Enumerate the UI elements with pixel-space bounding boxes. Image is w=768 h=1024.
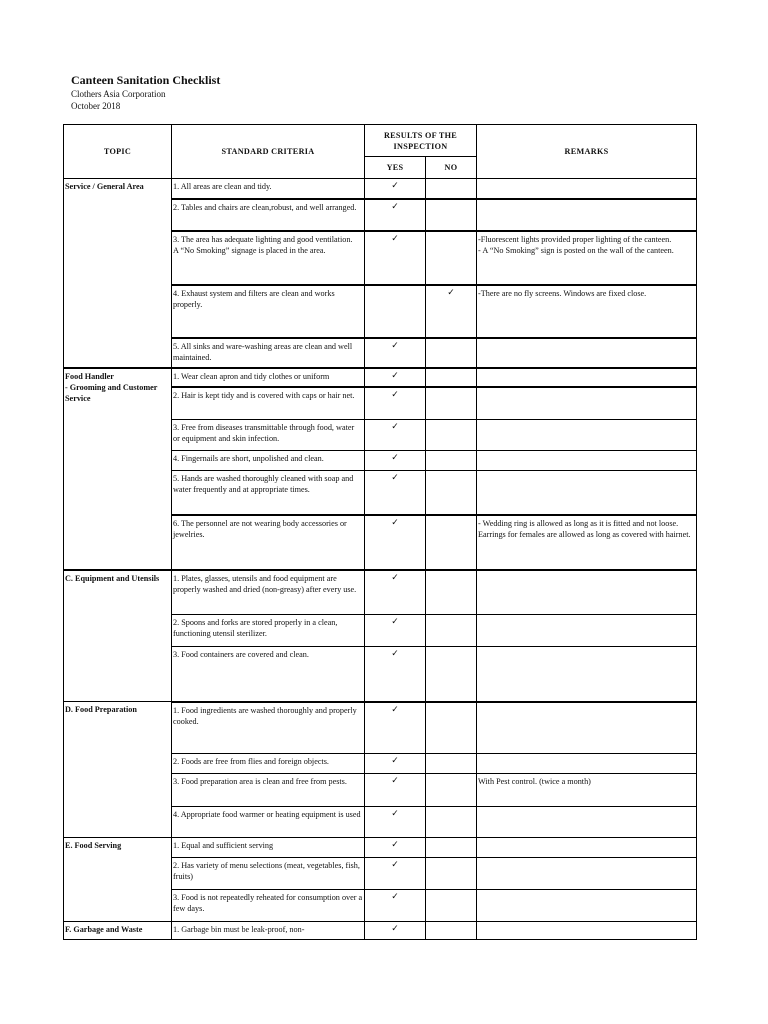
criteria-cell: 1. Garbage bin must be leak-proof, non- <box>172 922 365 940</box>
table-row <box>64 838 697 858</box>
check-icon: ✓ <box>391 860 399 870</box>
criteria-cell: 1. Food ingredients are washed thoroughly and properly cooked. <box>172 702 365 754</box>
yes-cell <box>365 922 426 940</box>
remarks-cell: - Wedding ring is allowed as long as it is fitted and not loose. Earrings for females are allowed as long as covered with hairnet. <box>477 515 697 570</box>
check-icon: ✓ <box>391 704 399 715</box>
criteria-cell: 1. All areas are clean and tidy. <box>172 179 365 199</box>
yes-cell <box>365 702 426 754</box>
check-icon: ✓ <box>391 422 399 432</box>
checklist-table <box>63 124 697 940</box>
yes-cell <box>365 368 426 387</box>
results-header: RESULTS OF THE INSPECTION <box>365 125 477 157</box>
criteria-cell: 5. All sinks and ware-washing areas are clean and well maintained. <box>172 338 365 368</box>
yes-cell <box>365 179 426 199</box>
check-icon: ✓ <box>391 181 399 191</box>
check-icon: ✓ <box>391 340 399 351</box>
yes-cell <box>365 231 426 285</box>
check-icon: ✓ <box>391 453 399 463</box>
no-cell <box>426 285 477 338</box>
no-cell <box>426 515 477 570</box>
check-icon: ✓ <box>391 370 399 381</box>
criteria-cell: 5. Hands are washed thoroughly cleaned with soap and water frequently and at appropriate times. <box>172 471 365 515</box>
yes-cell <box>365 471 426 515</box>
criteria-cell: 6. The personnel are not wearing body accessories or jewelries. <box>172 515 365 570</box>
topic-cell: E. Food Serving <box>64 838 172 922</box>
document-date: October 2018 <box>71 101 121 111</box>
topic-cell: F. Garbage and Waste <box>64 922 172 940</box>
no-cell <box>426 368 477 387</box>
remarks-cell <box>477 368 697 387</box>
table-row <box>64 922 697 940</box>
document-header <box>71 73 220 112</box>
remarks-cell <box>477 387 697 420</box>
criteria-cell: 1. Plates, glasses, utensils and food equipment are properly washed and dried (non-greasy) after every use. <box>172 570 365 615</box>
criteria-cell: 3. Food preparation area is clean and free from pests. <box>172 774 365 807</box>
no-cell <box>426 647 477 702</box>
remarks-cell: -Fluorescent lights provided proper lighting of the canteen. - A “No Smoking” sign is posted on the wall of the canteen. <box>477 231 697 285</box>
yes-cell <box>365 199 426 231</box>
remarks-cell: -There are no fly screens. Windows are fixed close. <box>477 285 697 338</box>
yes-cell <box>365 451 426 471</box>
criteria-header: STANDARD CRITERIA <box>172 125 365 179</box>
no-cell <box>426 199 477 231</box>
criteria-cell: 2. Spoons and forks are stored properly in a clean, functioning utensil sterilizer. <box>172 615 365 647</box>
no-cell <box>426 179 477 199</box>
check-icon: ✓ <box>391 201 399 212</box>
no-cell <box>426 754 477 774</box>
criteria-cell: 3. The area has adequate lighting and good ventilation. A “No Smoking” signage is placed in the area. <box>172 231 365 285</box>
no-cell <box>426 807 477 838</box>
company-name: Clothers Asia Corporation <box>71 89 166 99</box>
criteria-cell: 3. Food containers are covered and clean. <box>172 647 365 702</box>
remarks-cell <box>477 702 697 754</box>
remarks-cell: With Pest control. (twice a month) <box>477 774 697 807</box>
remarks-cell <box>477 838 697 858</box>
remarks-cell <box>477 922 697 940</box>
remarks-cell <box>477 754 697 774</box>
yes-cell <box>365 285 426 338</box>
no-cell <box>426 451 477 471</box>
no-header: NO <box>426 157 477 179</box>
no-cell <box>426 471 477 515</box>
topic-cell: Food Handler - Grooming and Customer Service <box>64 368 172 570</box>
remarks-cell <box>477 858 697 890</box>
no-cell <box>426 890 477 922</box>
check-icon: ✓ <box>391 473 399 483</box>
yes-cell <box>365 754 426 774</box>
criteria-cell: 2. Hair is kept tidy and is covered with caps or hair net. <box>172 387 365 420</box>
check-icon: ✓ <box>391 233 399 244</box>
remarks-cell <box>477 890 697 922</box>
topic-cell: Service / General Area <box>64 179 172 368</box>
check-icon: ✓ <box>391 776 399 786</box>
criteria-cell: 2. Has variety of menu selections (meat, vegetables, fish, fruits) <box>172 858 365 890</box>
no-cell <box>426 922 477 940</box>
no-cell <box>426 838 477 858</box>
check-icon: ✓ <box>391 809 399 819</box>
remarks-cell <box>477 807 697 838</box>
remarks-cell <box>477 471 697 515</box>
criteria-cell: 4. Fingernails are short, unpolished and clean. <box>172 451 365 471</box>
criteria-cell: 1. Wear clean apron and tidy clothes or uniform <box>172 368 365 387</box>
topic-cell: D. Food Preparation <box>64 702 172 838</box>
yes-header: YES <box>365 157 426 179</box>
criteria-cell: 4. Exhaust system and filters are clean and works properly. <box>172 285 365 338</box>
yes-cell <box>365 338 426 368</box>
no-cell <box>426 338 477 368</box>
remarks-cell <box>477 338 697 368</box>
remarks-cell <box>477 570 697 615</box>
remarks-header: REMARKS <box>477 125 697 179</box>
yes-cell <box>365 570 426 615</box>
yes-cell <box>365 387 426 420</box>
criteria-cell: 2. Foods are free from flies and foreign objects. <box>172 754 365 774</box>
check-icon: ✓ <box>447 287 455 298</box>
yes-cell <box>365 890 426 922</box>
no-cell <box>426 615 477 647</box>
yes-cell <box>365 515 426 570</box>
yes-cell <box>365 858 426 890</box>
topic-cell: C. Equipment and Utensils <box>64 570 172 702</box>
no-cell <box>426 774 477 807</box>
table-row <box>64 570 697 615</box>
table-row <box>64 702 697 754</box>
check-icon: ✓ <box>391 756 399 766</box>
criteria-cell: 3. Food is not repeatedly reheated for consumption over a few days. <box>172 890 365 922</box>
remarks-cell <box>477 615 697 647</box>
check-icon: ✓ <box>391 892 399 902</box>
no-cell <box>426 858 477 890</box>
check-icon: ✓ <box>391 572 399 583</box>
remarks-cell <box>477 179 697 199</box>
remarks-cell <box>477 647 697 702</box>
remarks-cell <box>477 420 697 451</box>
table-row <box>64 368 697 387</box>
criteria-cell: 4. Appropriate food warmer or heating equipment is used <box>172 807 365 838</box>
criteria-cell: 2. Tables and chairs are clean,robust, and well arranged. <box>172 199 365 231</box>
check-icon: ✓ <box>391 389 399 400</box>
table-row <box>64 179 697 199</box>
no-cell <box>426 387 477 420</box>
yes-cell <box>365 774 426 807</box>
check-icon: ✓ <box>391 840 399 850</box>
remarks-cell <box>477 199 697 231</box>
document-title: Canteen Sanitation Checklist <box>71 73 221 87</box>
criteria-cell: 1. Equal and sufficient serving <box>172 838 365 858</box>
no-cell <box>426 231 477 285</box>
remarks-cell <box>477 451 697 471</box>
yes-cell <box>365 615 426 647</box>
yes-cell <box>365 838 426 858</box>
check-icon: ✓ <box>391 617 399 627</box>
yes-cell <box>365 420 426 451</box>
check-icon: ✓ <box>391 517 399 528</box>
criteria-cell: 3. Free from diseases transmittable through food, water or equipment and skin infection. <box>172 420 365 451</box>
no-cell <box>426 420 477 451</box>
check-icon: ✓ <box>391 649 399 659</box>
check-icon: ✓ <box>391 924 399 934</box>
yes-cell <box>365 647 426 702</box>
no-cell <box>426 570 477 615</box>
no-cell <box>426 702 477 754</box>
topic-header: TOPIC <box>64 125 172 179</box>
yes-cell <box>365 807 426 838</box>
